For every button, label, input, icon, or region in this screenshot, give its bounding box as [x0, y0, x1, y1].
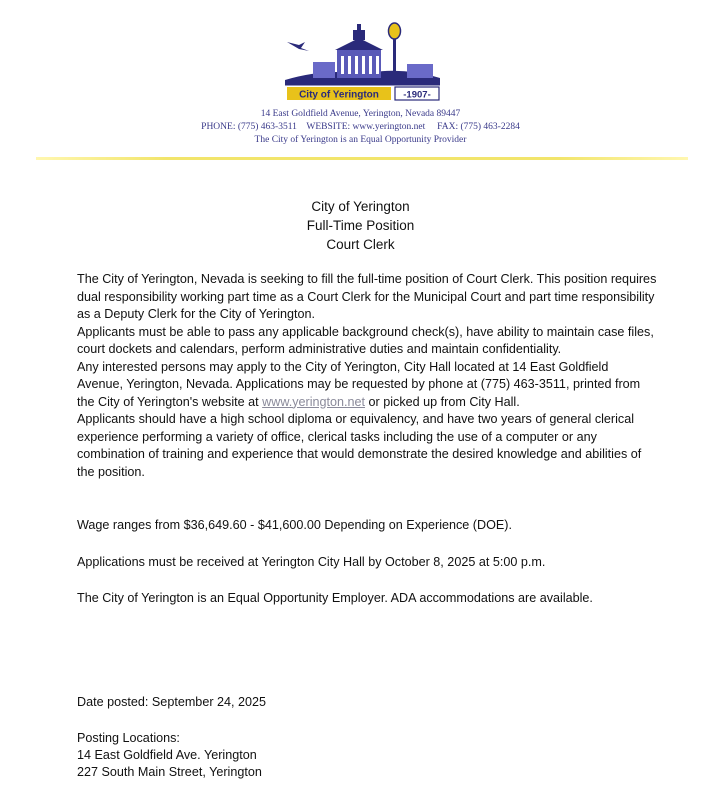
- paragraph-3-start: Any interested persons may apply to the City of Yerington, City Hall located at 14 East Goldfield Avenue, Yerington, Nevada. Applications may be requested by phone at (775) 463-3511, printed from the City of Yerington's website at: [77, 359, 641, 409]
- letterhead-website: WEBSITE: www.yerington.net: [306, 122, 426, 132]
- logo-year: -1907-: [403, 89, 431, 101]
- city-logo: [285, 18, 440, 104]
- posting-location: 14 East Goldfield Ave. Yerington: [77, 748, 257, 762]
- paragraph-2: Applicants must be able to pass any applicable background check(s), have ability to maintain case files, court dockets and calendars, perform administrative duties and maintain confidentiality.: [77, 324, 654, 356]
- letterhead-contact: [0, 121, 721, 134]
- paragraph-3: [77, 359, 657, 412]
- heading-line-2: Full-Time Position: [306, 218, 415, 233]
- posting-label: Posting Locations:: [77, 731, 180, 745]
- paragraph-1: The City of Yerington, Nevada is seeking to fill the full-time position of Court Clerk. This position requires dual responsibility working part time as a Court Clerk for the Municipal Court and part time responsibility as a Deputy Clerk for the City of Yerington.: [77, 272, 657, 321]
- letterhead-eop: The City of Yerington is an Equal Opportunity Provider: [254, 135, 467, 145]
- paragraph-4: Applicants should have a high school diploma or equivalency, and have two years of general clerical experience performing a variety of office, clerical tasks including the use of a computer or any combination of training and experience that would demonstrate the desired knowledge and abilities of the position.: [77, 412, 642, 479]
- paragraph-3-end: or picked up from City Hall.: [365, 394, 520, 409]
- heading-line-1: City of Yerington: [311, 199, 410, 214]
- body-text: [77, 271, 657, 481]
- logo-name: City of Yerington: [299, 89, 379, 101]
- letterhead-phone: PHONE: (775) 463-3511: [201, 122, 297, 132]
- letterhead-fax: FAX: (775) 463-2284: [437, 122, 520, 132]
- bird-icon: [287, 42, 309, 51]
- website-link[interactable]: www.yerington.net: [262, 394, 366, 409]
- header-rule: [36, 157, 688, 160]
- date-posted: Date posted: September 24, 2025: [77, 695, 267, 709]
- letterhead-address: 14 East Goldfield Avenue, Yerington, Nevada 89447: [260, 109, 461, 119]
- wage-line: Wage ranges from $36,649.60 - $41,600.00 Depending on Experience (DOE).: [77, 518, 512, 532]
- eoe-line: The City of Yerington is an Equal Opportunity Employer. ADA accommodations are available.: [77, 591, 593, 605]
- deadline-line: Applications must be received at Yerington City Hall by October 8, 2025 at 5:00 p.m.: [77, 555, 546, 569]
- heading-line-3: Court Clerk: [326, 237, 395, 252]
- posting-location: 227 South Main Street, Yerington: [77, 765, 262, 779]
